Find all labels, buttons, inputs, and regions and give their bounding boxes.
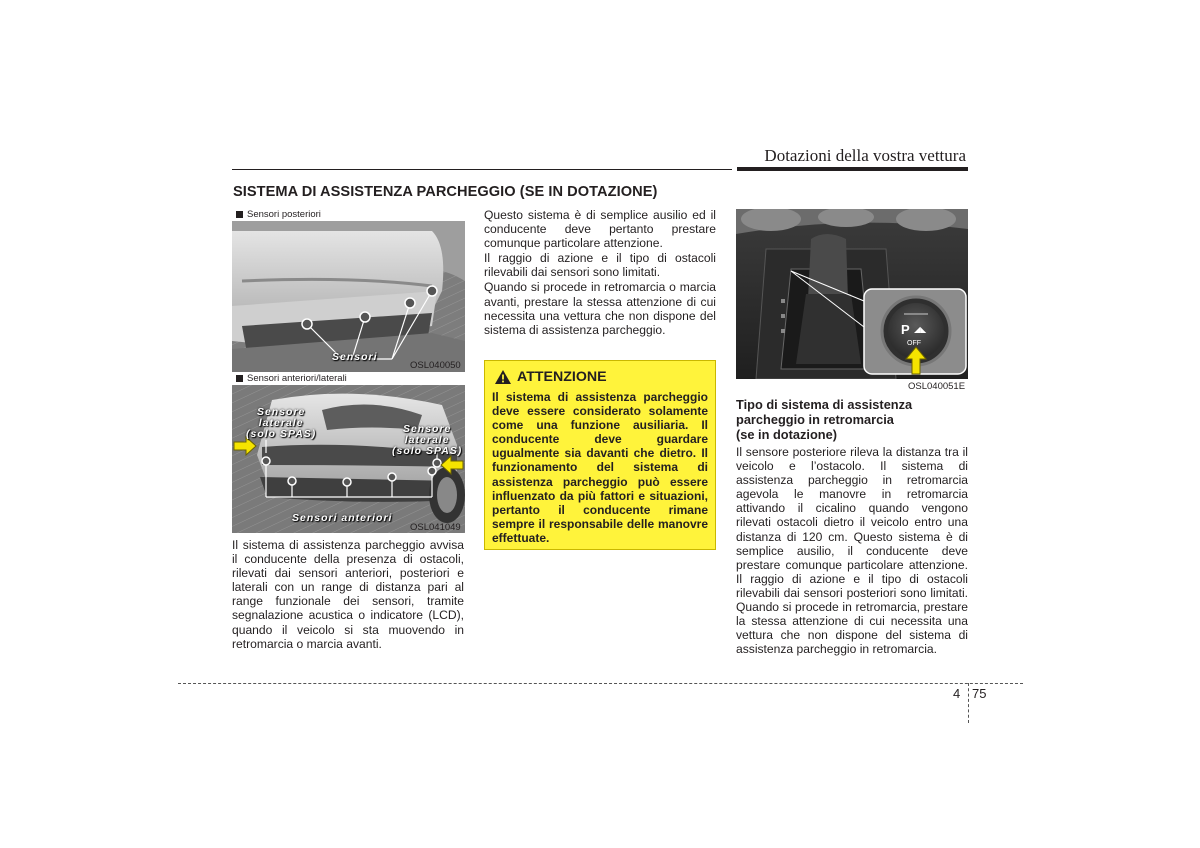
section-title: SISTEMA DI ASSISTENZA PARCHEGGIO (SE IN DOTAZIONE) (233, 184, 658, 200)
figure-caption-front (236, 373, 347, 384)
page-number: 75 (972, 686, 987, 701)
label-rear-sensors: Sensori (332, 351, 378, 363)
footer-dotted-divider (968, 683, 969, 723)
chapter-number: 4 (953, 686, 961, 701)
paragraph-marcia: Quando si procede in retromarcia o marcia avanti, prestare la stessa attenzione di cui necessita una vettura che non dispone del sistema di assistenza parcheggio. (484, 280, 716, 337)
header-rule-thick (737, 167, 968, 171)
label-side-sensor-left: Sensore laterale (solo SPAS) (246, 406, 317, 440)
header-rule (232, 169, 732, 170)
figure-code-console: OSL040051E (908, 381, 966, 392)
paragraph-ausilio: Questo sistema è di semplice ausilio ed il conducente deve pertanto prestare comunque particolare attenzione. (484, 208, 716, 251)
parking-assist-button-letter: P (901, 322, 910, 337)
figure-code-rear: OSL040050 (410, 360, 461, 371)
caption-text: Sensori anteriori/laterali (247, 373, 347, 384)
paragraph-raggio: Il raggio di azione e il tipo di ostacoli rilevabili dai sensori sono limitati. (484, 251, 716, 280)
label-front-sensors: Sensori anteriori (292, 512, 393, 524)
front-sensors-photo (232, 385, 465, 533)
figure-code-front: OSL041049 (410, 522, 461, 533)
black-square-icon (236, 375, 243, 382)
warning-header (494, 369, 607, 385)
column2-text (484, 208, 716, 337)
parking-assist-button-off: OFF (907, 340, 921, 347)
figure-caption-rear (236, 209, 321, 220)
rear-sensors-photo (232, 221, 465, 372)
caption-text: Sensori posteriori (247, 209, 321, 220)
black-square-icon (236, 211, 243, 218)
footer-dotted-rule (178, 683, 1023, 684)
warning-text: Il sistema di assistenza parcheggio deve essere considerato solamente come una funzione ausiliaria. Il conducente deve guardare ugualmente sia davanti che dietro. Il funzionamento del sistema di assistenza parcheggio può essere influenzato da più fattori e situazioni, pertanto il conducente rimane sempre il responsabile delle manovre effettuate. (492, 390, 708, 545)
running-head: Dotazioni della vostra vettura (764, 146, 966, 165)
sensor-waves-icon: ◢◣ (914, 325, 927, 334)
warning-triangle-icon (494, 369, 512, 385)
warning-title: ATTENZIONE (517, 369, 607, 385)
intro-paragraph: Il sistema di assistenza parcheggio avvisa il conducente della presenza di ostacoli, rilevati dai sensori anteriori, posteriori e laterali con un range di distanza pari al range funzionale dei sensori, tramite segnalazione acustica o indicatore (LCD), quando il veicolo si sta muovendo in retromarcia o marcia avanti. (232, 538, 464, 651)
subhead-reverse-parking: Tipo di sistema di assistenza parcheggio in retromarcia (se in dotazione) (736, 397, 913, 442)
console-photo (736, 209, 968, 379)
label-side-sensor-right: Sensore laterale (solo SPAS) (392, 423, 463, 457)
reverse-parking-paragraph: Il sensore posteriore rileva la distanza tra il veicolo e l’ostacolo. Il sistema di assistenza parcheggio in retromarcia agevola le manovre in retromarcia attivando il cicalino quando vengono rilevati ostacoli dietro il veicolo entro una distanza di 120 cm. Questo sistema è di semplice ausilio, il conducente deve prestare comunque particolare attenzione. Il raggio di azione e il tipo di ostacoli rilevabili dai sensori posteriori sono limitati. Quando si procede in retromarcia, prestare la stessa attenzione di cui necessita una vettura che non dispone del sistema di assistenza parcheggio in retromarcia. (736, 445, 968, 657)
